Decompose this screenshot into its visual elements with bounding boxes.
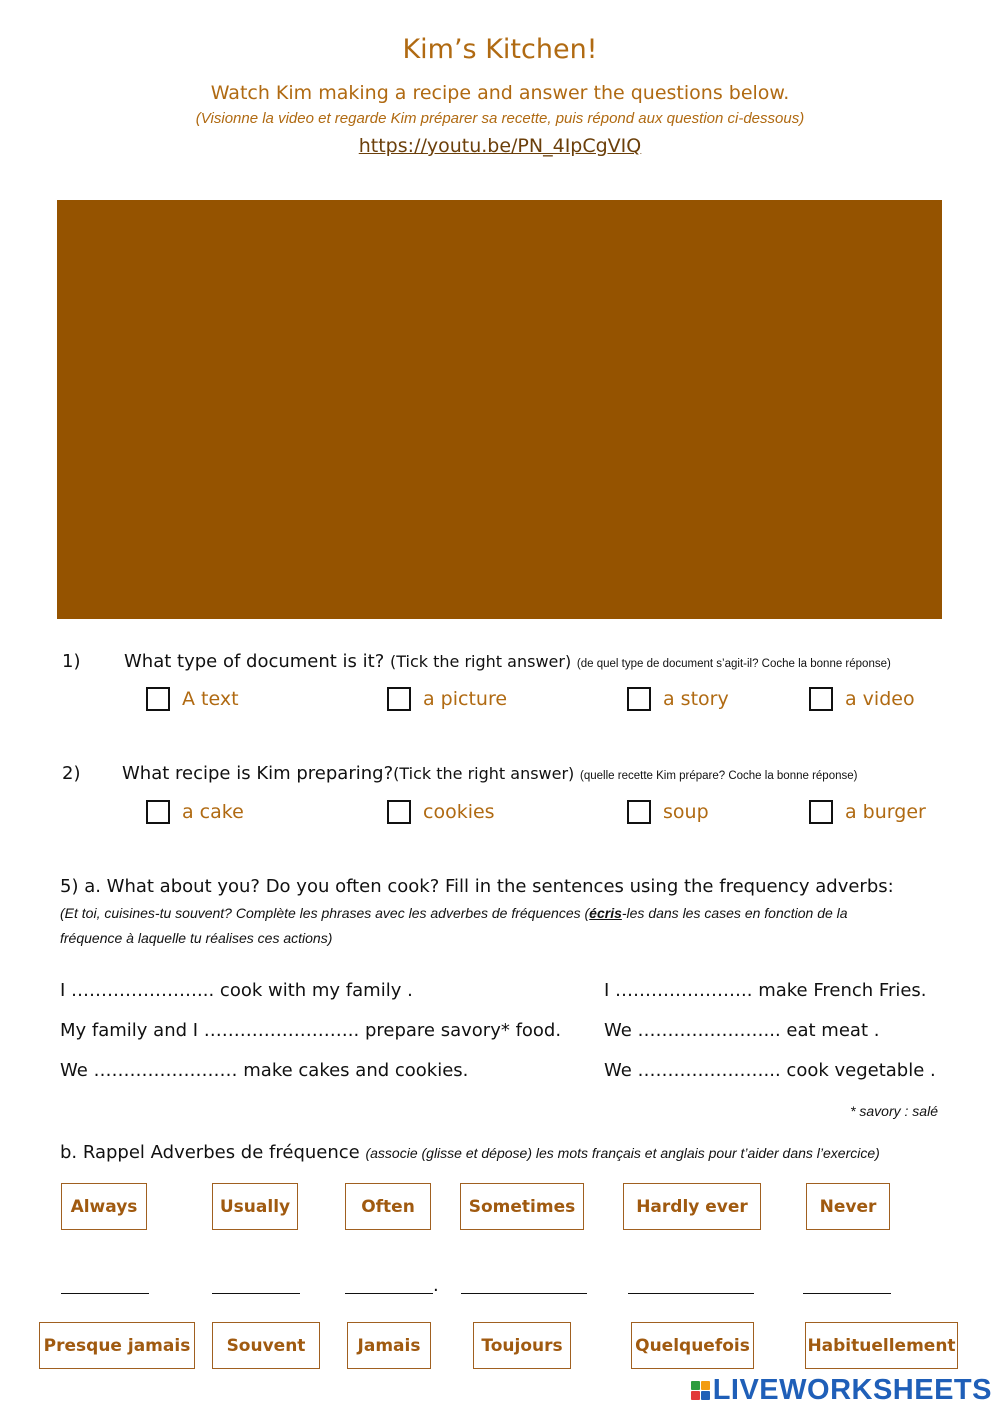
chip-never[interactable]: Never [806, 1183, 890, 1230]
part-b-instruction: (associe (glisse et dépose) les mots français et anglais pour t’aider dans l’exercice) [365, 1145, 880, 1161]
video-player[interactable] [57, 200, 942, 619]
q2-option-cookies[interactable] [387, 800, 495, 824]
question-5-note-fr [60, 901, 940, 951]
chip-often[interactable]: Often [345, 1183, 431, 1230]
chip-quelquefois[interactable]: Quelquefois [631, 1322, 754, 1369]
page-subtitle-fr: (Visionne la video et regarde Kim préparer sa recette, puis répond aux question ci-dessous) [195, 110, 805, 127]
question-1-hint: (Tick the right answer) [390, 652, 572, 671]
q1-option-a-text[interactable] [146, 687, 239, 711]
sentence-left-2[interactable]: My family and I …………………….. prepare savory* food. [60, 1020, 562, 1041]
checkbox[interactable] [387, 687, 411, 711]
video-link-row [0, 135, 1000, 157]
q1-option-a-video[interactable] [809, 687, 915, 711]
checkbox[interactable] [387, 800, 411, 824]
chip-always[interactable]: Always [61, 1183, 147, 1230]
q2-option-a-cake[interactable] [146, 800, 244, 824]
video-link[interactable]: https://youtu.be/PN_4IpCgVIQ [358, 135, 642, 157]
option-label: cookies [423, 801, 495, 823]
option-label: a story [663, 688, 729, 710]
sentence-right-2[interactable]: We …………………... eat meat . [604, 1020, 880, 1041]
checkbox[interactable] [146, 800, 170, 824]
page-title: Kim’s Kitchen! [402, 34, 598, 65]
chip-usually[interactable]: Usually [212, 1183, 298, 1230]
sentence-right-3[interactable]: We …………………... cook vegetable . [604, 1060, 936, 1081]
logo-text: LIVEWORKSHEETS [712, 1374, 992, 1406]
q1-option-a-picture[interactable] [387, 687, 507, 711]
option-label: A text [182, 688, 239, 710]
question-1-text: What type of document is it? [124, 651, 385, 672]
question-1-number: 1) [62, 651, 81, 672]
checkbox[interactable] [809, 800, 833, 824]
q1-option-a-story[interactable] [627, 687, 729, 711]
chip-toujours[interactable]: Toujours [473, 1322, 571, 1369]
sentence-right-1[interactable]: I ………………….. make French Fries. [604, 980, 927, 1001]
question-1-hint-fr: (de quel type de document s’agit-il? Coche la bonne réponse) [576, 658, 891, 670]
liveworksheets-logo-icon [691, 1381, 710, 1400]
sentence-left-3[interactable]: We …………………… make cakes and cookies. [60, 1060, 469, 1081]
checkbox[interactable] [146, 687, 170, 711]
drop-blank[interactable] [212, 1293, 300, 1294]
question-2 [62, 763, 857, 784]
note-part: (Et toi, cuisines-tu souvent? Complète les phrases avec les adverbes de fréquences ( [60, 905, 590, 921]
drop-blank[interactable] [628, 1293, 754, 1294]
note-bold: écris [589, 905, 622, 921]
question-2-hint: (Tick the right answer) [393, 764, 575, 783]
drop-blank[interactable] [345, 1293, 433, 1294]
chip-presque-jamais[interactable]: Presque jamais [39, 1322, 195, 1369]
question-2-number: 2) [62, 763, 81, 784]
note-part: -les dans les cases en fonction de la [621, 905, 848, 921]
drop-blank[interactable] [803, 1293, 891, 1294]
question-1 [62, 651, 891, 672]
part-b-label: b. Rappel Adverbes de fréquence [60, 1142, 360, 1163]
checkbox[interactable] [627, 687, 651, 711]
chip-hardly-ever[interactable]: Hardly ever [623, 1183, 761, 1230]
part-b-heading [60, 1141, 880, 1166]
checkbox[interactable] [627, 800, 651, 824]
blank-dot: . [433, 1275, 439, 1296]
question-5-title: 5) a. What about you? Do you often cook? Fill in the sentences using the frequency adverbs: [60, 876, 894, 897]
liveworksheets-logo [691, 1374, 992, 1407]
option-label: a cake [182, 801, 244, 823]
drop-blank[interactable] [461, 1293, 587, 1294]
page-subtitle: Watch Kim making a recipe and answer the questions below. [210, 82, 790, 104]
option-label: a burger [845, 801, 926, 823]
savory-footnote: * savory : salé [850, 1103, 938, 1119]
option-label: soup [663, 801, 709, 823]
q2-option-soup[interactable] [627, 800, 709, 824]
chip-souvent[interactable]: Souvent [212, 1322, 320, 1369]
checkbox[interactable] [809, 687, 833, 711]
drop-blank[interactable] [61, 1293, 149, 1294]
chip-sometimes[interactable]: Sometimes [460, 1183, 584, 1230]
chip-jamais[interactable]: Jamais [347, 1322, 431, 1369]
option-label: a picture [423, 688, 508, 710]
sentence-left-1[interactable]: I …………………... cook with my family . [60, 980, 413, 1001]
chip-habituellement[interactable]: Habituellement [805, 1322, 958, 1369]
note-line-2: fréquence à laquelle tu réalises ces actions) [60, 930, 333, 946]
q2-option-a-burger[interactable] [809, 800, 926, 824]
option-label: a video [845, 688, 915, 710]
question-2-text: What recipe is Kim preparing? [122, 763, 394, 784]
question-2-hint-fr: (quelle recette Kim prépare? Coche la bonne réponse) [580, 770, 858, 782]
